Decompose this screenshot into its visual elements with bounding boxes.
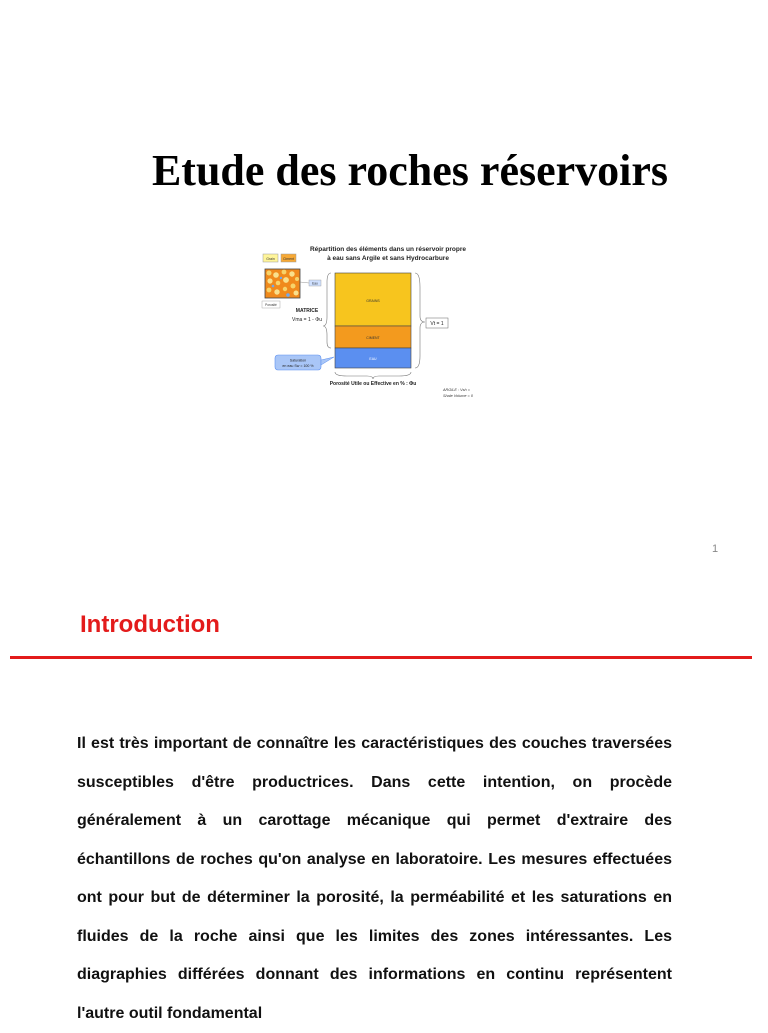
legend-grain-label: Grain: [266, 257, 275, 261]
legend-eau-label: Eau: [312, 281, 318, 286]
layer-ciment-label: CIMENT: [366, 336, 380, 340]
intro-paragraph: Il est très important de connaître les caractéristiques des couches traversées susceptibles d'être productrices. Dans cette intention, on procède généralement à un carottage mécanique qui permet d'extraire des échantillons de roches qu'on analyse en laboratoire. Les mesures effectuées ont pour but de déterminer la porosité, la perméabilité et les saturations en fluides de la roche ainsi que les limites des zones intéressantes. Les diagraphies différées donnant des informations en continu représentent l'autre outil fondamental: [77, 735, 672, 1022]
porosity-caption: Porosité Utile ou Effective en % : Φu: [329, 381, 417, 387]
diagram-heading-line1: Répartition des éléments dans un réservoir propre: [309, 246, 467, 253]
slide-title: Etude des roches réservoirs: [151, 146, 669, 195]
layer-eau-label: EAU: [369, 357, 377, 361]
layer-grains-label: GRAINS: [366, 299, 380, 303]
diagram-heading-line2: à eau sans Argile et sans Hydrocarbure: [327, 255, 449, 262]
rock-sample-image: [265, 269, 300, 298]
section-divider: [10, 656, 752, 659]
legend-porosite-label: Porosité: [265, 303, 277, 307]
matrice-label: MATRICE: [295, 308, 319, 314]
saturation-line2: en eau Sw = 100 %: [282, 364, 314, 368]
slide-page-number: 1: [712, 543, 719, 555]
argile-note-line2: Shale Volume = 0: [443, 394, 473, 398]
vt-label: Vt = 1: [430, 321, 444, 327]
argile-note-line1: ARGILE : Vsh =: [443, 388, 470, 392]
reservoir-composition-diagram: [257, 242, 487, 402]
vma-label: Vma = 1 - Φu: [292, 317, 322, 323]
saturation-line1: Saturation: [289, 358, 307, 363]
legend-ciment-label: Ciment: [282, 257, 295, 261]
section-title: Introduction: [80, 611, 220, 638]
